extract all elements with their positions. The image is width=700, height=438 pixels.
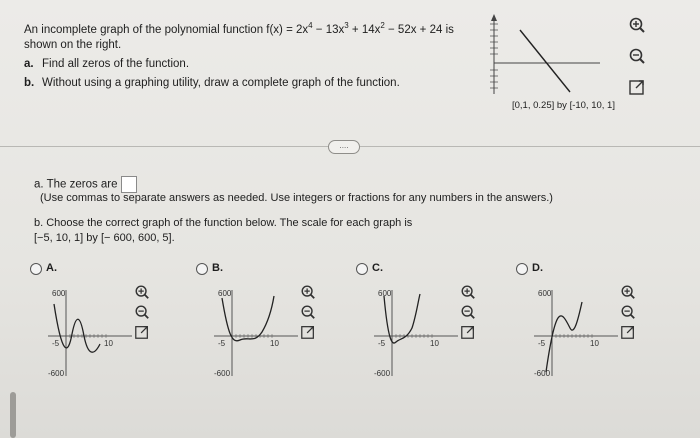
choice-c[interactable] <box>356 262 516 382</box>
radio-d[interactable] <box>516 263 528 275</box>
graph-a <box>44 284 134 384</box>
choice-a-icons <box>134 284 150 340</box>
choice-d-icons <box>620 284 636 340</box>
radio-b[interactable] <box>196 263 208 275</box>
svg-text:-5: -5 <box>538 339 546 348</box>
zoom-in-icon[interactable] <box>300 284 316 300</box>
question-statement: An incomplete graph of the polynomial function $f(x) = 2x^4 - 13x^3 + 14x^2 - 52x + 24$ is <box>24 21 454 36</box>
zoom-in-icon[interactable] <box>620 284 636 300</box>
zeros-answer <box>34 176 137 193</box>
more-button[interactable]: .... <box>328 140 360 154</box>
open-external-icon[interactable] <box>134 324 150 340</box>
open-external-icon[interactable] <box>626 76 648 98</box>
zoom-out-icon[interactable] <box>460 304 476 320</box>
top-icon-column <box>626 14 648 98</box>
open-external-icon[interactable] <box>300 324 316 340</box>
svg-text:600: 600 <box>538 289 552 298</box>
svg-text:-5: -5 <box>378 339 386 348</box>
partb-line2: [−5, 10, 1] by [− 600, 600, 5]. <box>34 232 175 244</box>
choice-d-label: D. <box>532 262 543 274</box>
answer-hint: (Use commas to separate answers as needed. Use integers or fractions for any numbers in the answers.) <box>40 192 553 204</box>
question-text <box>24 18 484 91</box>
part-b-instructions <box>34 216 412 246</box>
graph-b <box>210 284 300 384</box>
open-external-icon[interactable] <box>460 324 476 340</box>
svg-text:10: 10 <box>104 339 113 348</box>
zoom-out-icon[interactable] <box>620 304 636 320</box>
choice-b-icons <box>300 284 316 340</box>
graph-d <box>530 284 620 384</box>
window-label: [0,1, 0.25] by [-10, 10, 1] <box>512 100 615 111</box>
partb-line1: b. Choose the correct graph of the function below. The scale for each graph is <box>34 217 413 229</box>
svg-text:10: 10 <box>270 339 279 348</box>
zoom-out-icon[interactable] <box>134 304 150 320</box>
choice-d[interactable] <box>516 262 676 382</box>
question-line2: shown on the right. <box>24 38 122 51</box>
radio-c[interactable] <box>356 263 368 275</box>
zoom-in-icon[interactable] <box>134 284 150 300</box>
svg-text:-5: -5 <box>218 339 226 348</box>
choice-a[interactable] <box>30 262 190 382</box>
zoom-out-icon[interactable] <box>626 45 648 67</box>
zeros-input[interactable] <box>121 176 137 193</box>
svg-text:10: 10 <box>430 339 439 348</box>
zoom-in-icon[interactable] <box>460 284 476 300</box>
zoom-out-icon[interactable] <box>300 304 316 320</box>
svg-text:-600: -600 <box>534 369 551 378</box>
choice-b[interactable] <box>196 262 356 382</box>
svg-text:-600: -600 <box>374 369 391 378</box>
scrollbar[interactable] <box>10 392 16 438</box>
svg-text:-5: -5 <box>52 339 60 348</box>
graph-c <box>370 284 460 384</box>
choice-c-icons <box>460 284 476 340</box>
part-b: b. Without using a graphing utility, draw a complete graph of the function. <box>24 76 400 89</box>
partial-graph <box>484 10 604 100</box>
svg-text:600: 600 <box>52 289 66 298</box>
choice-b-label: B. <box>212 262 223 274</box>
svg-text:600: 600 <box>218 289 232 298</box>
svg-text:600: 600 <box>378 289 392 298</box>
choice-a-label: A. <box>46 262 57 274</box>
svg-text:-600: -600 <box>48 369 65 378</box>
zeros-label: a. The zeros are <box>34 178 118 191</box>
open-external-icon[interactable] <box>620 324 636 340</box>
radio-a[interactable] <box>30 263 42 275</box>
svg-text:10: 10 <box>590 339 599 348</box>
part-a: a. Find all zeros of the function. <box>24 57 190 70</box>
zoom-in-icon[interactable] <box>626 14 648 36</box>
svg-text:-600: -600 <box>214 369 231 378</box>
choice-c-label: C. <box>372 262 383 274</box>
